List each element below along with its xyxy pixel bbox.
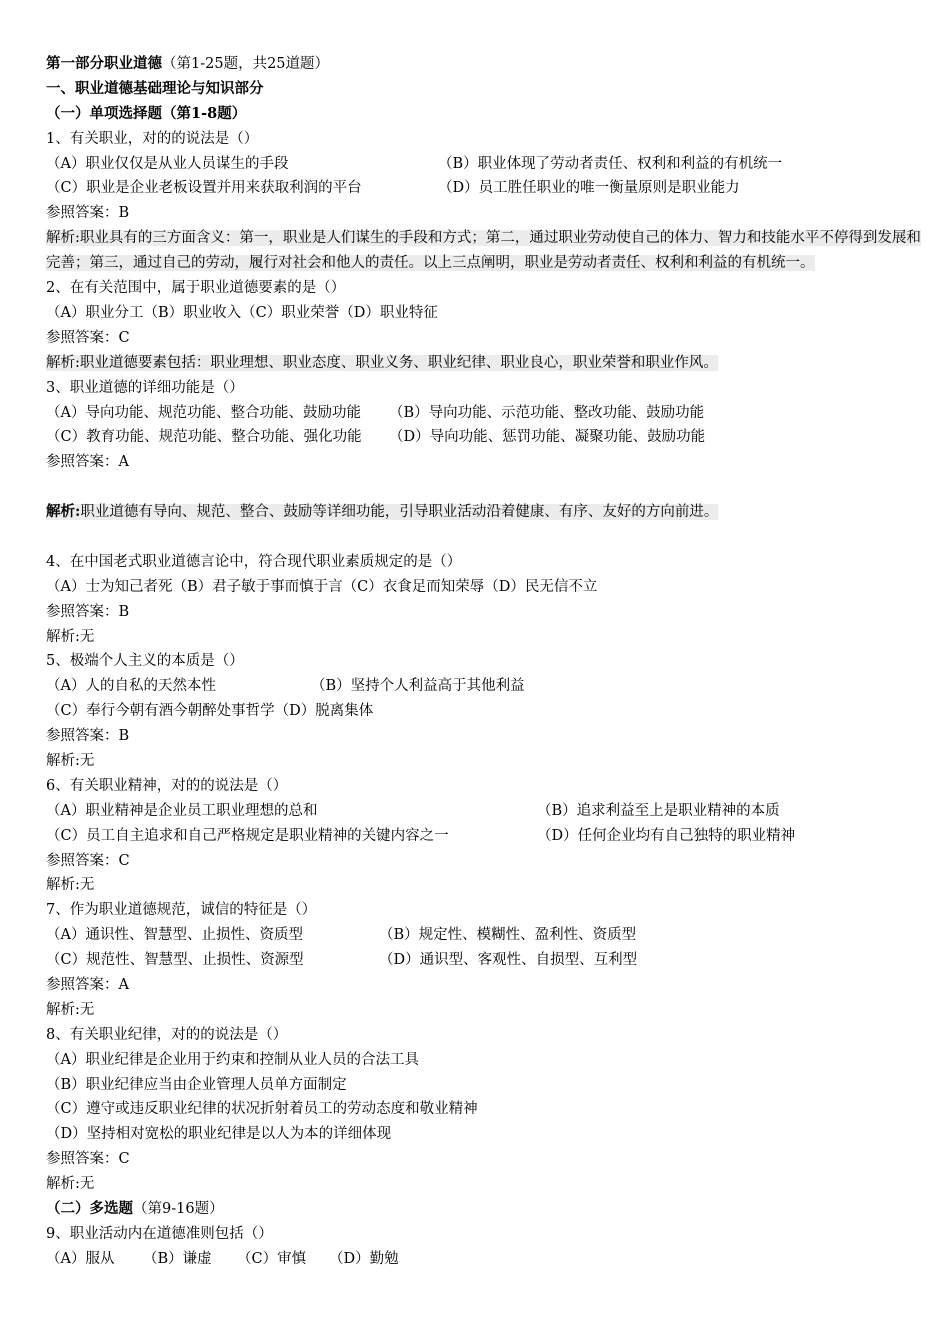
question-3-stem: 3、职业道德的详细功能是（） (46, 379, 244, 396)
question-4-analysis: 解析:无 (46, 628, 95, 645)
analysis-text: 解析:职业道德要素包括：职业理想、职业态度、职业义务、职业纪律、职业良心，职业荣誉和职业作风。 (46, 354, 718, 371)
question-7-answer: 参照答案：A (46, 976, 129, 993)
question-7-options-row-1 (46, 923, 926, 948)
question-8-stem: 8、有关职业纪律，对的的说法是（） (46, 1026, 288, 1043)
option-c: （C）教育功能、规范功能、整合功能、强化功能 (46, 429, 362, 446)
spacer (46, 525, 926, 550)
question-1-analysis (46, 226, 926, 276)
analysis-text (46, 504, 718, 520)
option-d: （D）导向功能、惩罚功能、凝聚功能、鼓励功能 (389, 429, 706, 446)
analysis-label: 解析: (46, 503, 81, 521)
option-a: （A）人的自私的天然本性 (46, 678, 216, 695)
option-d: （D）通识型、客观性、自损型、互利型 (379, 952, 638, 969)
option-d: （D）员工胜任职业的唯一衡量原则是职业能力 (438, 180, 740, 197)
question-2-answer: 参照答案：C (46, 329, 130, 346)
question-7-analysis: 解析:无 (46, 1001, 95, 1018)
option-c: （C）员工自主追求和自己严格规定是职业精神的关键内容之一 (46, 827, 449, 844)
option-a: （A）服从 (46, 1250, 115, 1267)
question-3-analysis (46, 500, 926, 525)
part-range: （第1-25题，共25道题） (162, 56, 330, 72)
question-5-options-row-2: （C）奉行今朝有酒今朝醉处事哲学（D）脱离集体 (46, 703, 374, 720)
option-b: （B）坚持个人利益高于其他利益 (311, 678, 525, 695)
option-c: （C）职业是企业老板设置并用来获取利润的平台 (46, 180, 362, 197)
part-title: 第一部分职业道德 (46, 55, 162, 72)
option-a: （A）职业精神是企业员工职业理想的总和 (46, 802, 318, 819)
question-8-option-c: （C）遵守或违反职业纪律的状况折射着员工的劳动态度和敬业精神 (46, 1101, 478, 1118)
option-b: （B）规定性、模糊性、盈利性、资质型 (379, 927, 637, 944)
question-6-options-row-1 (46, 799, 926, 824)
question-4-stem: 4、在中国老式职业道德言论中，符合现代职业素质规定的是（） (46, 553, 462, 570)
question-9-stem: 9、职业活动内在道德准则包括（） (46, 1225, 273, 1242)
spacer (46, 475, 926, 500)
question-6-analysis: 解析:无 (46, 877, 95, 894)
question-5-analysis: 解析:无 (46, 752, 95, 769)
question-5-answer: 参照答案：B (46, 728, 130, 745)
analysis-body: 职业道德有导向、规范、整合、鼓励等详细功能，引导职业活动沿着健康、有序、友好的方向前进。 (80, 504, 719, 521)
question-8-option-b: （B）职业纪律应当由企业管理人员单方面制定 (46, 1076, 347, 1093)
option-d: （D）勤勉 (329, 1250, 399, 1267)
subsection-title: （二）多选题 (46, 1200, 133, 1217)
question-4-answer: 参照答案：B (46, 603, 130, 620)
question-3-options-row-1 (46, 401, 926, 426)
question-9-options (46, 1247, 926, 1272)
question-4-options: （A）士为知己者死（B）君子敏于事而慎于言（C）衣食足而知荣辱（D）民无信不立 (46, 578, 598, 595)
question-2-stem: 2、在有关范围中，属于职业道德要素的是（） (46, 280, 346, 297)
question-1-stem: 1、有关职业，对的的说法是（） (46, 130, 259, 147)
question-2-analysis (46, 351, 926, 376)
question-6-answer: 参照答案：C (46, 852, 130, 869)
question-2-options: （A）职业分工（B）职业收入（C）职业荣誉（D）职业特征 (46, 304, 438, 321)
option-d: （D）任何企业均有自己独特的职业精神 (537, 827, 796, 844)
option-b: （B）谦虚 (143, 1250, 212, 1267)
question-8-answer: 参照答案：C (46, 1151, 130, 1168)
question-7-options-row-2 (46, 948, 926, 973)
section-heading: 一、职业道德基础理论与知识部分 (46, 79, 264, 97)
document-content (46, 52, 926, 1272)
question-8-option-d: （D）坚持相对宽松的职业纪律是以人为本的详细体现 (46, 1126, 392, 1143)
question-3-options-row-2 (46, 425, 926, 450)
option-a: （A）导向功能、规范功能、整合功能、鼓励功能 (46, 404, 361, 421)
option-b: （B）导向功能、示范功能、整改功能、鼓励功能 (389, 404, 705, 421)
subsection-heading-multiple-choice (46, 1197, 926, 1222)
option-a: （A）通识性、智慧型、止损性、资质型 (46, 927, 303, 944)
question-1-options-row-1 (46, 152, 926, 177)
question-6-stem: 6、有关职业精神，对的的说法是（） (46, 777, 288, 794)
question-7-stem: 7、作为职业道德规范，诚信的特征是（） (46, 902, 317, 919)
question-5-options-row-1 (46, 674, 926, 699)
question-5-stem: 5、极端个人主义的本质是（） (46, 653, 244, 670)
part-heading (46, 52, 926, 77)
analysis-text: 解析:职业具有的三方面含义：第一，职业是人们谋生的手段和方式；第二，通过职业劳动使自己的体力、智力和技能水平不停得到发展和完善；第三，通过自己的劳动，履行对社会和他人的责任。以上三点阐明，职业是劳动者责任、权利和利益的有机统一。 (46, 230, 921, 272)
question-1-options-row-2 (46, 176, 926, 201)
option-b: （B）职业体现了劳动者责任、权利和利益的有机统一 (438, 155, 783, 172)
question-3-answer: 参照答案：A (46, 454, 129, 471)
option-c: （C）审慎 (237, 1250, 307, 1267)
option-c: （C）规范性、智慧型、止损性、资源型 (46, 952, 304, 969)
question-6-options-row-2 (46, 824, 926, 849)
question-8-option-a: （A）职业纪律是企业用于约束和控制从业人员的合法工具 (46, 1051, 419, 1068)
question-8-analysis: 解析:无 (46, 1176, 95, 1193)
subsection-range: （第9-16题） (133, 1201, 224, 1217)
subsection-heading-single-choice: （一）单项选择题（第1-8题） (46, 104, 247, 122)
option-b: （B）追求利益至上是职业精神的本质 (537, 802, 780, 819)
option-a: （A）职业仅仅是从业人员谋生的手段 (46, 155, 289, 172)
question-1-answer: 参照答案：B (46, 205, 130, 222)
